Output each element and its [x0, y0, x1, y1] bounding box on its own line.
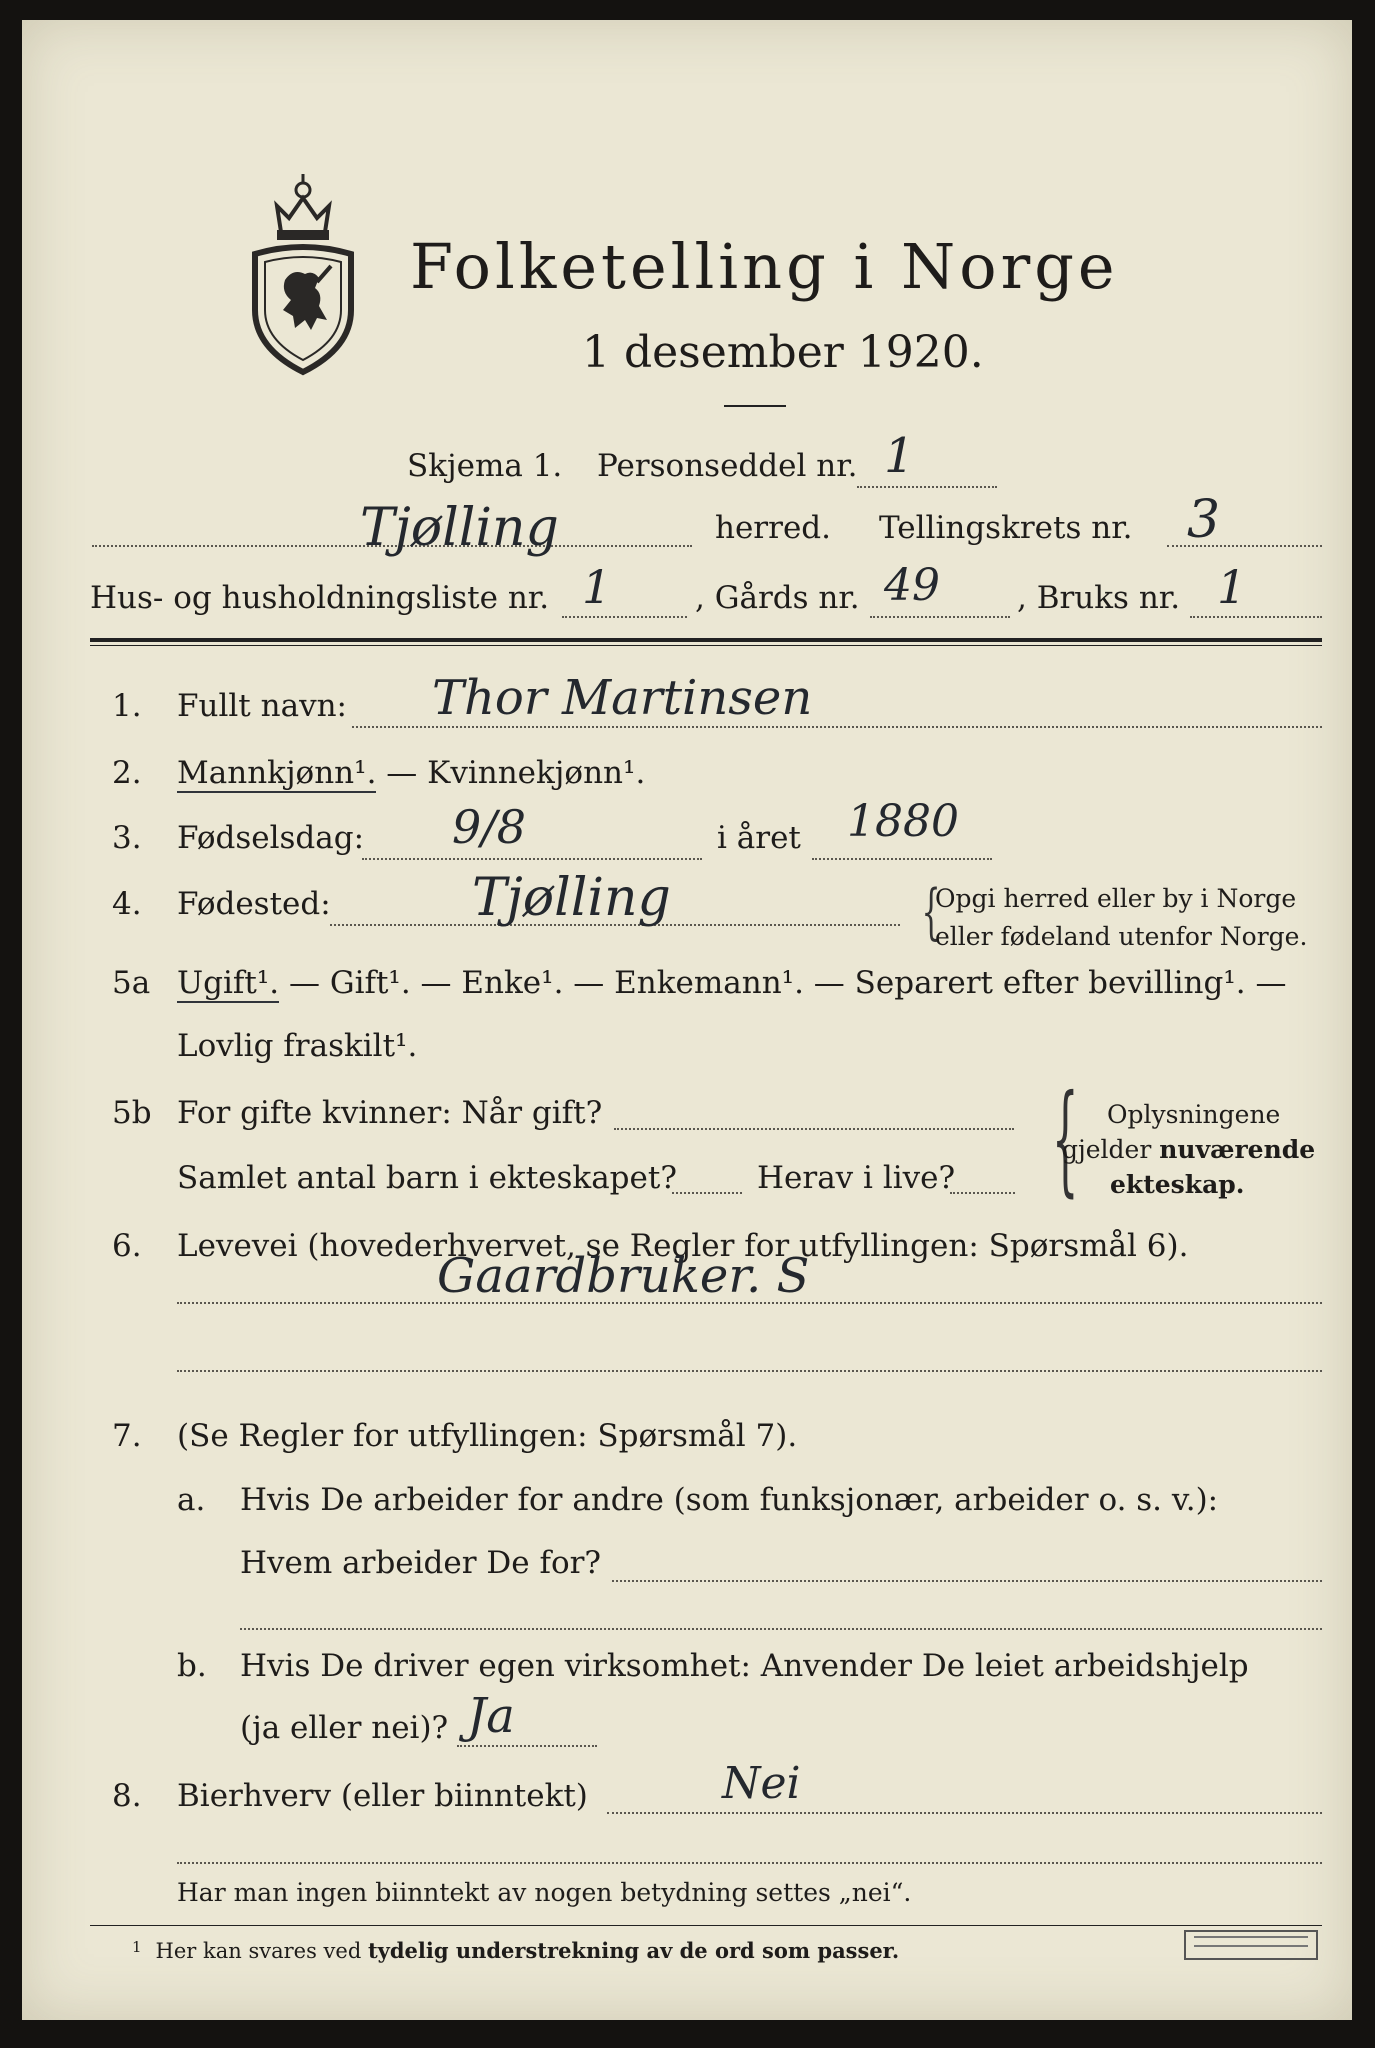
q7b-letter: b. — [177, 1648, 207, 1684]
herred-value[interactable]: Tjølling — [360, 498, 559, 558]
q8-number: 8. — [112, 1778, 142, 1814]
q5b-married-when-label: For gifte kvinner: Når gift? — [177, 1095, 603, 1131]
gards-label: , Gårds nr. — [695, 580, 860, 616]
q5b-alive-label: Herav i live? — [757, 1160, 956, 1196]
q1-label: Fullt navn: — [177, 688, 347, 724]
q5a-line2: Lovlig fraskilt¹. — [177, 1028, 418, 1064]
q7b-question: (ja eller nei)? — [240, 1710, 449, 1746]
form-title: Folketelling i Norge — [410, 230, 1119, 303]
footnote — [132, 1938, 899, 1963]
footnote-divider — [90, 1925, 1322, 1926]
birthdate-field-line — [362, 858, 702, 860]
bruks-label: , Bruks nr. — [1017, 580, 1181, 616]
side-income-field-line-2 — [177, 1862, 1322, 1864]
personseddel-field-line — [857, 486, 997, 488]
coat-of-arms-emblem — [247, 170, 359, 380]
q5b-number: 5b — [112, 1095, 152, 1131]
q3-year-label: i året — [717, 820, 801, 856]
birthyear-field-line — [812, 858, 992, 860]
side-income-value[interactable]: Nei — [722, 1758, 801, 1809]
occupation-value[interactable]: Gaardbruker. S — [437, 1248, 810, 1304]
employer-field-line-1 — [612, 1580, 1322, 1582]
header-rule — [90, 638, 1322, 642]
tellingskrets-label: Tellingskrets nr. — [879, 510, 1133, 546]
census-form — [22, 20, 1352, 2020]
birthyear-value[interactable]: 1880 — [847, 796, 959, 847]
hired-help-value[interactable]: Ja — [467, 1688, 515, 1744]
personseddel-label: Personseddel nr. — [597, 448, 858, 484]
birthdate-value[interactable]: 9/8 — [452, 800, 527, 854]
q6-label: Levevei (hovederhvervet, se Regler for utfyllingen: Spørsmål 6). — [177, 1228, 1189, 1264]
q3-label: Fødselsdag: — [177, 820, 365, 856]
form-date: 1 desember 1920. — [582, 327, 984, 378]
q5b-brace: { — [1051, 1070, 1079, 1209]
q7a-letter: a. — [177, 1482, 206, 1518]
hus-field-line — [562, 616, 687, 618]
bruks-value[interactable]: 1 — [1217, 560, 1247, 614]
q6-number: 6. — [112, 1228, 142, 1264]
hus-label: Hus- og husholdningsliste nr. — [90, 580, 550, 616]
q2-number: 2. — [112, 755, 142, 791]
q5b-note-line2 — [1062, 1135, 1315, 1164]
personseddel-value[interactable]: 1 — [884, 428, 915, 484]
header-rule-thin — [90, 645, 1322, 646]
q1-number: 1. — [112, 688, 142, 724]
unmarried-option-label: Ugift¹. — [177, 965, 280, 1001]
q5b-children-label: Samlet antal barn i ekteskapet? — [177, 1160, 677, 1196]
q7-number: 7. — [112, 1418, 142, 1454]
skjema-label: Skjema 1. — [407, 448, 563, 484]
hired-help-field-line — [457, 1745, 597, 1747]
gards-field-line — [870, 616, 1010, 618]
q7a-question: Hvem arbeider De for? — [240, 1545, 602, 1581]
married-when-field-line — [614, 1128, 1014, 1130]
bruks-field-line — [1190, 616, 1322, 618]
q3-number: 3. — [112, 820, 142, 856]
printer-stamp — [1184, 1930, 1318, 1960]
male-option-label: Mannkjønn¹. — [177, 755, 377, 791]
full-name-value[interactable]: Thor Martinsen — [432, 670, 813, 726]
children-field-line — [672, 1192, 742, 1194]
q5a-options[interactable] — [177, 965, 1286, 1001]
occupation-field-line-2 — [177, 1370, 1322, 1372]
title-divider — [724, 405, 786, 407]
q8-label: Bierhverv (eller biinntekt) — [177, 1778, 588, 1814]
q4-brace: { — [921, 877, 941, 947]
hus-value[interactable]: 1 — [582, 560, 612, 614]
q5b-note-line1: Oplysningene — [1107, 1100, 1281, 1129]
q5b-note-current: nuværende — [1159, 1135, 1316, 1164]
tellingskrets-value[interactable]: 3 — [1187, 490, 1221, 550]
q5b-note-line3: ekteskap. — [1110, 1170, 1245, 1199]
q4-label: Fødested: — [177, 886, 331, 922]
q2-male-option[interactable] — [177, 755, 645, 791]
bottom-note: Har man ingen biinntekt av nogen betydning settes „nei“. — [177, 1878, 912, 1907]
q1-field-line — [352, 726, 1322, 728]
q5b-note-gjelder: gjelder — [1062, 1135, 1160, 1164]
footnote-text-a: Her kan svares ved — [155, 1939, 368, 1963]
q4-number: 4. — [112, 886, 142, 922]
q4-note-line1: Opgi herred eller by i Norge — [935, 884, 1297, 913]
female-option-label: Kvinnekjønn¹. — [427, 755, 646, 791]
marital-options-rest: — Gift¹. — Enke¹. — Enkemann¹. — Separert efter bevilling¹. — — [279, 965, 1287, 1001]
q7a-text: Hvis De arbeider for andre (som funksjonær, arbeider o. s. v.): — [240, 1482, 1219, 1518]
employer-field-line-2 — [240, 1628, 1322, 1630]
q7b-text: Hvis De driver egen virksomhet: Anvender De leiet arbeidshjelp — [240, 1648, 1249, 1684]
footnote-text-b: tydelig understrekning av de ord som passer. — [367, 1938, 900, 1963]
q7-label: (Se Regler for utfyllingen: Spørsmål 7). — [177, 1418, 798, 1454]
alive-field-line — [950, 1192, 1015, 1194]
side-income-field-line-1 — [607, 1812, 1322, 1814]
footnote-mark: 1 — [132, 1938, 142, 1956]
herred-label: herred. — [715, 510, 831, 546]
q4-note-line2: eller fødeland utenfor Norge. — [935, 922, 1308, 951]
gards-value[interactable]: 49 — [884, 560, 940, 611]
birthplace-value[interactable]: Tjølling — [472, 868, 671, 928]
q5a-number: 5a — [112, 965, 151, 1001]
gender-separator: — — [376, 755, 428, 791]
